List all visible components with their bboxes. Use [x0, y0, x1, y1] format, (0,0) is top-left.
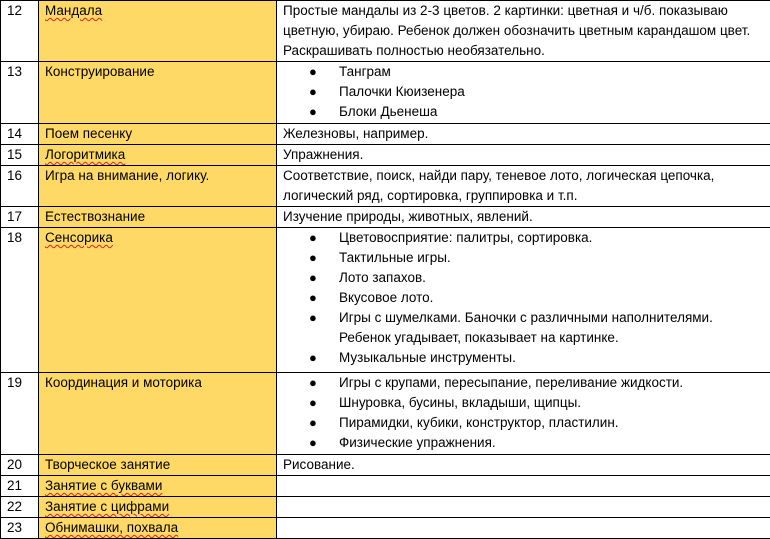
row-number: 21	[1, 476, 39, 497]
row-number: 12	[1, 1, 39, 62]
row-description: Упражнения.	[277, 145, 770, 166]
list-item: ● Танграм	[339, 62, 764, 82]
row-topic: Занятие с буквами	[39, 476, 277, 497]
row-topic: Логоритмика	[39, 145, 277, 166]
list-item: ● Музыкальные инструменты.	[339, 348, 764, 368]
list-item: ● Игры с шумелками. Баночки с различными наполнителями. Ребенок угадывает, показывает на картинке.	[339, 308, 764, 348]
list-item: ● Шнуровка, бусины, вкладыши, щипцы.	[339, 393, 764, 413]
row-number: 20	[1, 455, 39, 476]
list-item: ● Тактильные игры.	[339, 248, 764, 268]
bullet-icon: ●	[309, 373, 317, 393]
table-row	[1, 1, 770, 62]
row-topic: Координация и моторика	[39, 373, 277, 455]
row-topic: Сенсорика	[39, 228, 277, 373]
table-row	[1, 62, 770, 124]
bullet-icon: ●	[309, 102, 317, 122]
row-topic: Конструирование	[39, 62, 277, 124]
row-description: Соответствие, поиск, найди пару, теневое лото, логическая цепочка, логический ряд, сортировка, группировка и т.п.	[277, 166, 770, 207]
list-item: ● Цветовосприятие: палитры, сортировка.	[339, 228, 764, 248]
row-topic: Естествознание	[39, 207, 277, 228]
bullet-icon: ●	[309, 348, 317, 368]
row-number: 15	[1, 145, 39, 166]
bullet-icon: ●	[309, 62, 317, 82]
bullet-icon: ●	[309, 288, 317, 308]
row-topic: Творческое занятие	[39, 455, 277, 476]
row-topic: Занятие с цифрами	[39, 497, 277, 518]
row-number: 13	[1, 62, 39, 124]
table-row	[1, 476, 770, 497]
row-number: 16	[1, 166, 39, 207]
row-description	[277, 228, 770, 373]
bullet-icon: ●	[309, 268, 317, 288]
list-item: ● Лото запахов.	[339, 268, 764, 288]
list-item: ● Блоки Дьенеша	[339, 102, 764, 122]
bullet-icon: ●	[309, 393, 317, 413]
table-row	[1, 455, 770, 476]
row-number: 22	[1, 497, 39, 518]
row-number: 14	[1, 124, 39, 145]
bullet-icon: ●	[309, 82, 317, 102]
table-row	[1, 166, 770, 207]
row-topic: Поем песенку	[39, 124, 277, 145]
list-item: ● Пирамидки, кубики, конструктор, пластилин.	[339, 413, 764, 433]
row-topic: Обнимашки, похвала	[39, 518, 277, 539]
table-row	[1, 228, 770, 373]
table-row	[1, 207, 770, 228]
row-description	[277, 497, 770, 518]
row-description: Простые мандалы из 2-3 цветов. 2 картинки: цветная и ч/б. показываю цветную, убираю. Ребенок должен обозначить цветным карандашом цвет. Раскрашивать полностью необязательно.	[277, 1, 770, 62]
row-number: 23	[1, 518, 39, 539]
bullet-icon: ●	[309, 228, 317, 248]
row-description	[277, 62, 770, 124]
row-description: Изучение природы, животных, явлений.	[277, 207, 770, 228]
list-item: ● Палочки Кюизенера	[339, 82, 764, 102]
list-item: ● Физические упражнения.	[339, 433, 764, 453]
row-number: 17	[1, 207, 39, 228]
row-description: Железновы, например.	[277, 124, 770, 145]
table-row	[1, 124, 770, 145]
bullet-icon: ●	[309, 433, 317, 453]
row-number: 19	[1, 373, 39, 455]
row-topic: Игра на внимание, логику.	[39, 166, 277, 207]
row-number: 18	[1, 228, 39, 373]
table-row	[1, 518, 770, 539]
table-row	[1, 373, 770, 455]
list-item: ● Игры с крупами, пересыпание, переливание жидкости.	[339, 373, 764, 393]
list-item: ● Вкусовое лото.	[339, 288, 764, 308]
row-description	[277, 373, 770, 455]
bullet-icon: ●	[309, 413, 317, 433]
table-row	[1, 497, 770, 518]
row-description: Рисование.	[277, 455, 770, 476]
table-row	[1, 145, 770, 166]
row-description	[277, 476, 770, 497]
row-description	[277, 518, 770, 539]
bullet-icon: ●	[309, 248, 317, 268]
bullet-icon: ●	[309, 308, 317, 328]
row-topic: Мандала	[39, 1, 277, 62]
